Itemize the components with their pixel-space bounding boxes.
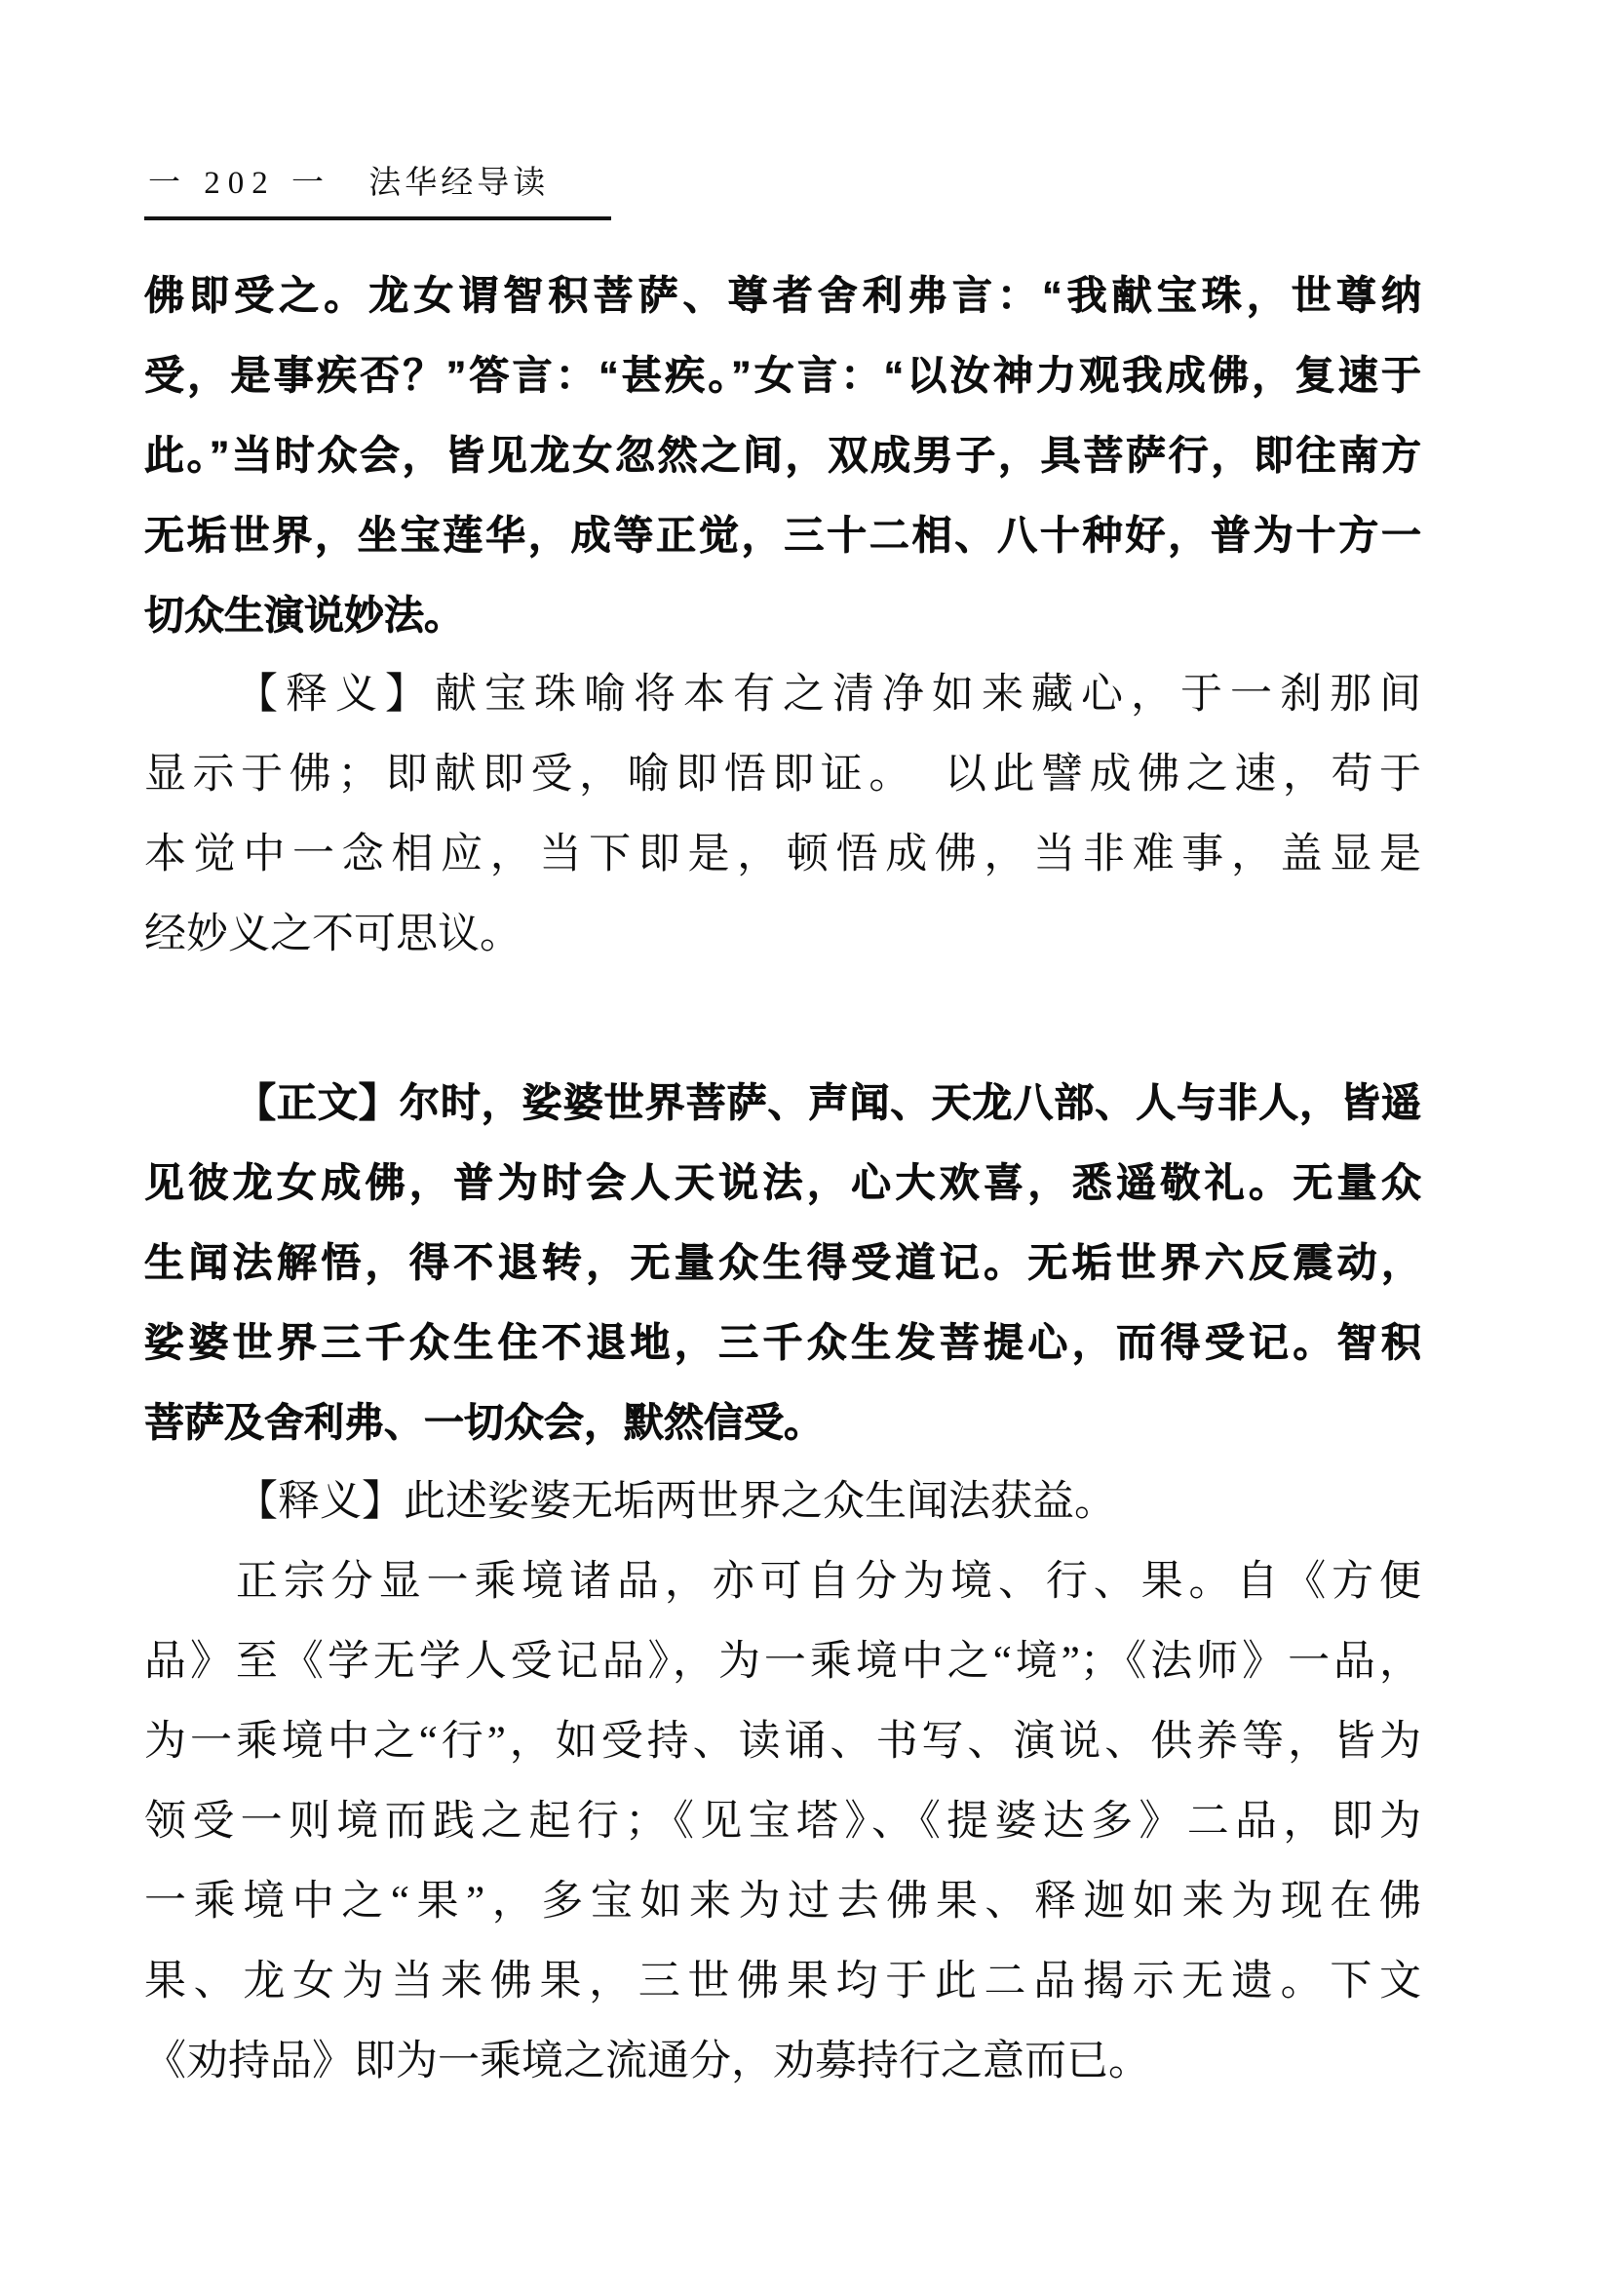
text-line: 果、龙女为当来佛果，三世佛果均于此二品揭示无遗。下文 (144, 1959, 1421, 2004)
text-line: 见彼龙女成佛，普为时会人天说法，心大欢喜，悉遥敬礼。无量众 (144, 1160, 1421, 1205)
text-line: 此。”当时众会，皆见龙女忽然之间，双成男子，具菩萨行，即往南方 (144, 433, 1421, 478)
text-line: 显示于佛；即献即受，喻即悟即证。 以此譬成佛之速，苟于 (144, 752, 1421, 798)
page-number: 一 202 一 (148, 166, 331, 201)
paragraph (144, 1063, 1421, 1462)
text-line: 【释义】此述娑婆无垢两世界之众生闻法获益。 (236, 1479, 1116, 1525)
text-line: 为一乘境中之“行”，如受持、读诵、书写、演说、供养等，皆为 (144, 1719, 1421, 1765)
paragraph (144, 1462, 1421, 1542)
running-head (144, 164, 611, 220)
book-title: 法华经导读 (368, 166, 550, 201)
paragraph (144, 255, 1421, 655)
text-line: 生闻法解悟，得不退转，无量众生得受道记。无垢世界六反震动， (144, 1240, 1421, 1285)
text-line: 佛即受之。龙女谓智积菩萨、尊者舍利弗言：“我献宝珠，世尊纳 (144, 273, 1421, 318)
paragraph (144, 655, 1421, 975)
text-line: 切众生演说妙法。 (144, 593, 464, 638)
page-header (144, 164, 1421, 220)
text-line: 菩萨及舍利弗、一切众会，默然信受。 (144, 1400, 824, 1445)
text-line: 【正文】尔时，娑婆世界菩萨、声闻、天龙八部、人与非人，皆遥 (236, 1080, 1421, 1125)
text-line: 【释义】献宝珠喻将本有之清净如来藏心，于一刹那间 (236, 672, 1421, 718)
text-line: 品》至《学无学人受记品》，为一乘境中之“境”；《法师》一品， (144, 1639, 1421, 1685)
text-line: 无垢世界，坐宝莲华，成等正觉，三十二相、八十种好，普为十方一 (144, 513, 1421, 558)
text-line: 《劝持品》即为一乘境之流通分，劝募持行之意而已。 (144, 2039, 1150, 2084)
text-line: 一乘境中之“果”，多宝如来为过去佛果、释迦如来为现在佛 (144, 1879, 1421, 1925)
page-body (144, 255, 1421, 2102)
text-line: 正宗分显一乘境诸品，亦可自分为境、行、果。自《方便 (236, 1559, 1421, 1605)
text-line: 经妙义之不可思议。 (144, 912, 521, 957)
text-line: 本觉中一念相应，当下即是，顿悟成佛，当非难事，盖显是 (144, 832, 1421, 877)
text-line: 受，是事疾否？”答言：“甚疾。”女言：“以汝神力观我成佛，复速于 (144, 353, 1421, 398)
text-line: 娑婆世界三千众生住不退地，三千众生发菩提心，而得受记。智积 (144, 1320, 1421, 1365)
text-line: 领受一则境而践之起行；《见宝塔》、《提婆达多》二品，即为 (144, 1799, 1421, 1845)
paragraph (144, 1542, 1421, 2102)
